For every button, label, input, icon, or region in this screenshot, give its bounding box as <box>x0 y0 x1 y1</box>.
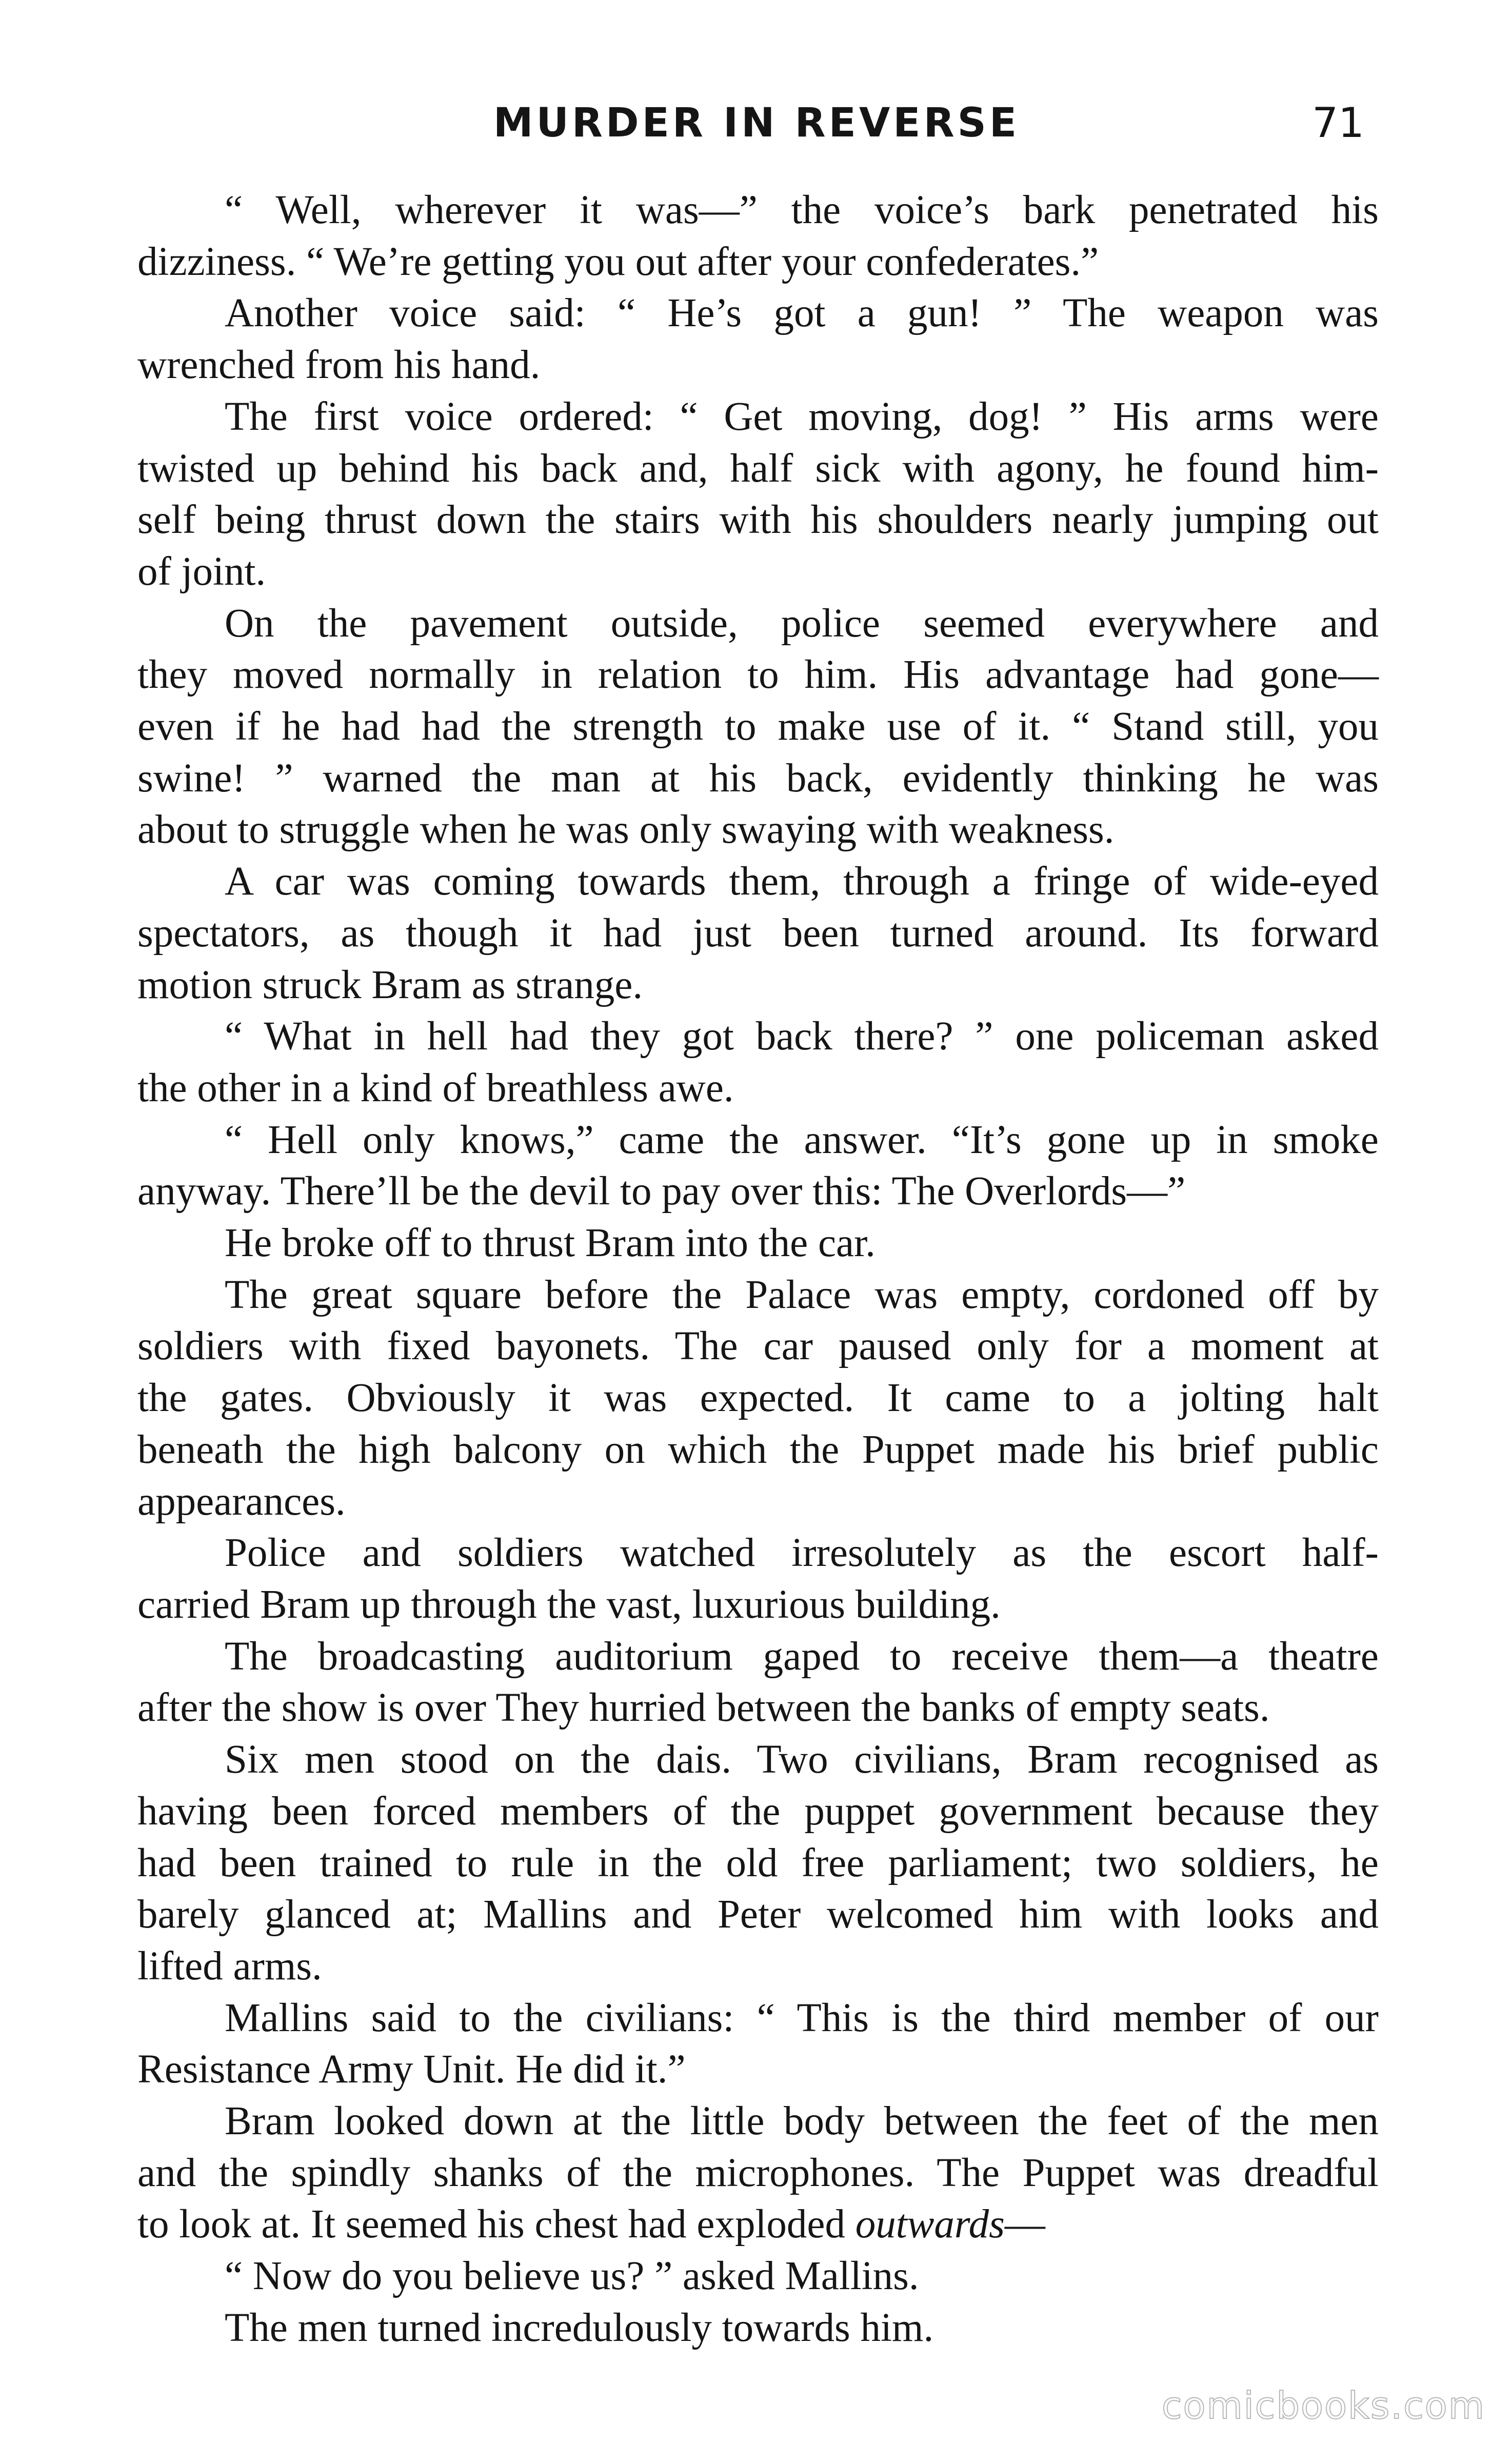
text-line: carried Bram up through the vast, luxurious building. <box>137 1582 1001 1627</box>
text-line: Six men stood on the dais. Two civilians, Bram recognised as <box>225 1737 1379 1782</box>
text-line: had been trained to rule in the old free parliament; two soldiers, he <box>137 1840 1379 1885</box>
text-line: spectators, as though it had just been turned around. Its forward <box>137 910 1379 956</box>
body-text <box>137 185 1379 2354</box>
text-line: self being thrust down the stairs with his shoulders nearly jumping out <box>137 498 1379 543</box>
paragraph <box>137 288 1379 391</box>
text-line: of joint. <box>137 549 266 594</box>
text-line: Resistance Army Unit. He did it.” <box>137 2047 686 2092</box>
paragraph <box>137 2302 1379 2354</box>
text-line: anyway. There’ll be the devil to pay over this: The Overlords—” <box>137 1169 1186 1214</box>
paragraph <box>137 391 1379 598</box>
text-line: about to struggle when he was only swaying with weakness. <box>137 807 1115 852</box>
text-line: The broadcasting auditorium gaped to receive them—a theatre <box>225 1634 1379 1679</box>
text-line: He broke off to thrust Bram into the car. <box>225 1221 876 1266</box>
text-line: Bram looked down at the little body between the feet of the men <box>225 2099 1379 2144</box>
text-line: soldiers with fixed bayonets. The car paused only for a moment at <box>137 1324 1379 1369</box>
text-line: having been forced members of the puppet government because they <box>137 1789 1379 1834</box>
paragraph <box>137 2251 1379 2302</box>
running-head <box>149 95 1364 156</box>
page-number: 71 <box>1312 99 1364 147</box>
text-line: they moved normally in relation to him. His advantage had gone— <box>137 652 1379 698</box>
paragraph <box>137 1269 1379 1528</box>
text-line: swine! ” warned the man at his back, evidently thinking he was <box>137 756 1379 801</box>
text-line: Another voice said: “ He’s got a gun! ” The weapon was <box>225 291 1379 336</box>
text-line: the gates. Obviously it was expected. It came to a jolting halt <box>137 1376 1379 1421</box>
watermark: comicbooks.com <box>1161 2384 1485 2427</box>
text-line: wrenched from his hand. <box>137 343 541 388</box>
paragraph <box>137 1115 1379 1218</box>
running-title: MURDER IN REVERSE <box>493 100 1020 146</box>
emphasis: outwards <box>855 2202 1005 2247</box>
text-line: “ Well, wherever it was—” the voice’s bark penetrated his <box>225 188 1379 232</box>
text-line: “ Now do you believe us? ” asked Mallins. <box>225 2254 919 2299</box>
text-line: “ Hell only knows,” came the answer. “It’s gone up in smoke <box>225 1117 1379 1162</box>
text-line: The men turned incredulously towards him. <box>225 2305 934 2350</box>
text-line: “ What in hell had they got back there? ” one policeman asked <box>225 1014 1379 1059</box>
text-line: after the show is over They hurried between the banks of empty seats. <box>137 1685 1270 1731</box>
text-line: A car was coming towards them, through a fringe of wide-eyed <box>225 859 1379 904</box>
paragraph <box>137 856 1379 1011</box>
text-line: beneath the high balcony on which the Puppet made his brief public <box>137 1427 1379 1472</box>
text-line: Police and soldiers watched irresolutely as the escort half- <box>225 1531 1379 1576</box>
paragraph <box>137 598 1379 857</box>
text-line: Mallins said to the civilians: “ This is the third member of our <box>225 1995 1379 2040</box>
text-line: On the pavement outside, police seemed everywhere and <box>225 601 1379 646</box>
paragraph <box>137 1993 1379 2096</box>
paragraph <box>137 1527 1379 1631</box>
text-line: twisted up behind his back and, half sick with agony, he found him- <box>137 446 1379 491</box>
text-line: barely glanced at; Mallins and Peter welcomed him with looks and <box>137 1892 1379 1937</box>
text-line: dizziness. “ We’re getting you out after your confederates.” <box>137 239 1099 284</box>
text-line: motion struck Bram as strange. <box>137 962 643 1007</box>
text-line: appearances. <box>137 1479 346 1524</box>
paragraph <box>137 1011 1379 1114</box>
paragraph <box>137 2096 1379 2251</box>
text-line: lifted arms. <box>137 1943 322 1989</box>
paragraph <box>137 1631 1379 1734</box>
text-line: to look at. It seemed his chest had exploded outwards— <box>137 2202 1045 2247</box>
text-line: even if he had had the strength to make use of it. “ Stand still, you <box>137 704 1379 749</box>
text-line: The first voice ordered: “ Get moving, dog! ” His arms were <box>225 394 1379 439</box>
text-line: the other in a kind of breathless awe. <box>137 1065 734 1110</box>
paragraph <box>137 1734 1379 1993</box>
text-line: The great square before the Palace was empty, cordoned off by <box>225 1272 1379 1317</box>
text-line: and the spindly shanks of the microphones. The Puppet was dreadful <box>137 2150 1379 2195</box>
paragraph <box>137 185 1379 288</box>
paragraph <box>137 1218 1379 1269</box>
